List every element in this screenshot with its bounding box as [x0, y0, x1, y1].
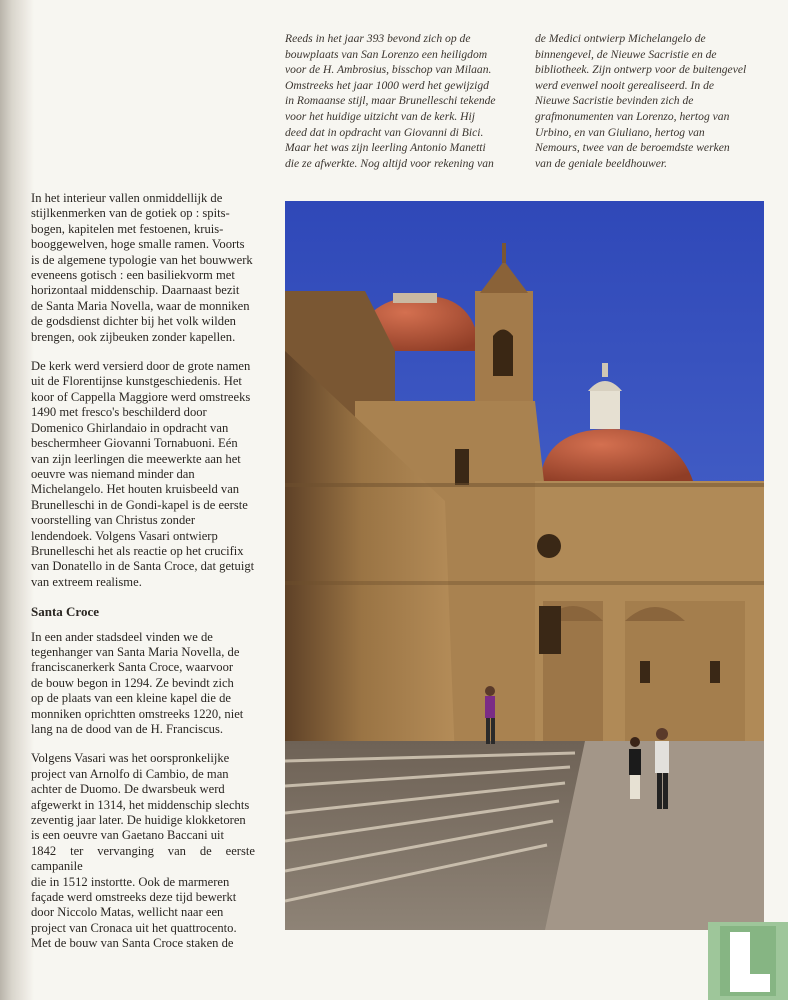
page-number: 117: [733, 950, 750, 962]
caption-column-1: Reeds in het jaar 393 bevond zich op de bouwplaats van San Lorenzo een heiligdom voor de H. Ambrosius, bisschop van Milaan. Omstreeks het jaar 1000 werd het gewijzigd in Romaanse stijl, maar Brunelleschi tekende voor het huidige uitzicht van de kerk. Hij deed dat in opdracht van Giovanni di Bici. Maar het was zijn leerling Antonio Manetti die ze afwerkte. Nog altijd voor rekening van: [285, 32, 496, 170]
paragraph-decoration: De kerk werd versierd door de grote namen uit de Florentijnse kunstgeschiedenis. Het koor of Cappella Maggiore werd omstreeks 1490 met fresco's beschilderd door Domenico Ghirlandaio in opdracht van beschermheer Giovanni Tornabuoni. Eén van zijn leerlingen die meewerkte aan het oeuvre was niemand minder dan Michelangelo. Het houten kruisbeeld van Brunelleschi in de Gondi-kapel is de eerste voorstelling van Christus zonder lendendoek. Volgens Vasari ontwierp Brunelleschi het als reactie op het crucifix van Donatello in de Santa Croce, dat getuigt van extreem realisme.: [31, 359, 255, 589]
church-photograph: [285, 201, 764, 930]
section-heading-santa-croce: Santa Croce: [31, 604, 100, 620]
paragraph-santa-croce-history: Volgens Vasari was het oorspronkelijke project van Arnolfo di Cambio, de man achter de Duomo. De dwarsbeuk werd afgewerkt in 1314, het middenschip slechts zeventig jaar later. De huidige klokketoren is een oeuvre van Gaetano Baccani uit 1842 ter vervanging van de eerste campanile die in 1512 instortte. Ook de marmeren façade werd omstreeks deze tijd bewerkt door Niccolo Matas, wellicht naar een project van Cronaca uit het quattrocento. Met de bouw van Santa Croce staken de: [31, 751, 255, 951]
book-spine-shadow: [0, 0, 34, 1000]
body-text-column: [31, 191, 255, 966]
caption-column-2: de Medici ontwierp Michelangelo de binnengevel, de Nieuwe Sacristie en de bibliotheek. Zijn ontwerp voor de buitengevel werd evenwel nooit gerealiseerd. In de Nieuwe Sacristie bevinden zich de grafmonumenten van Lorenzo, hertog van Urbino, en van Giuliano, hertog van Nemours, twee van de beroemdste werken van de geniale beeldhouwer.: [535, 32, 747, 170]
paragraph-santa-croce-intro: In een ander stadsdeel vinden we de tegenhanger van Santa Maria Novella, de franciscanerkerk Santa Croce, waarvoor de bouw begon in 1294. Ze bevindt zich op de plaats van een kleine kapel die de monniken oprichtten omstreeks 1220, niet lang na de dood van de H. Franciscus.: [31, 629, 244, 736]
paragraph-gothic-interior: In het interieur vallen onmiddellijk de stijlkenmerken van de gotiek op : spits- bogen, kapitelen met festoenen, kruis- booggewelven, hoge smalle ramen. Voorts is de algemene typologie van het bouwwerk eveneens gotisch : een basiliekvorm met horizontaal middenschip. Daarnaast bezit de Santa Maria Novella, waar de monniken de godsdienst dichter bij het volk wilden brengen, ook zijbeuken zonder kapellen.: [31, 191, 253, 344]
